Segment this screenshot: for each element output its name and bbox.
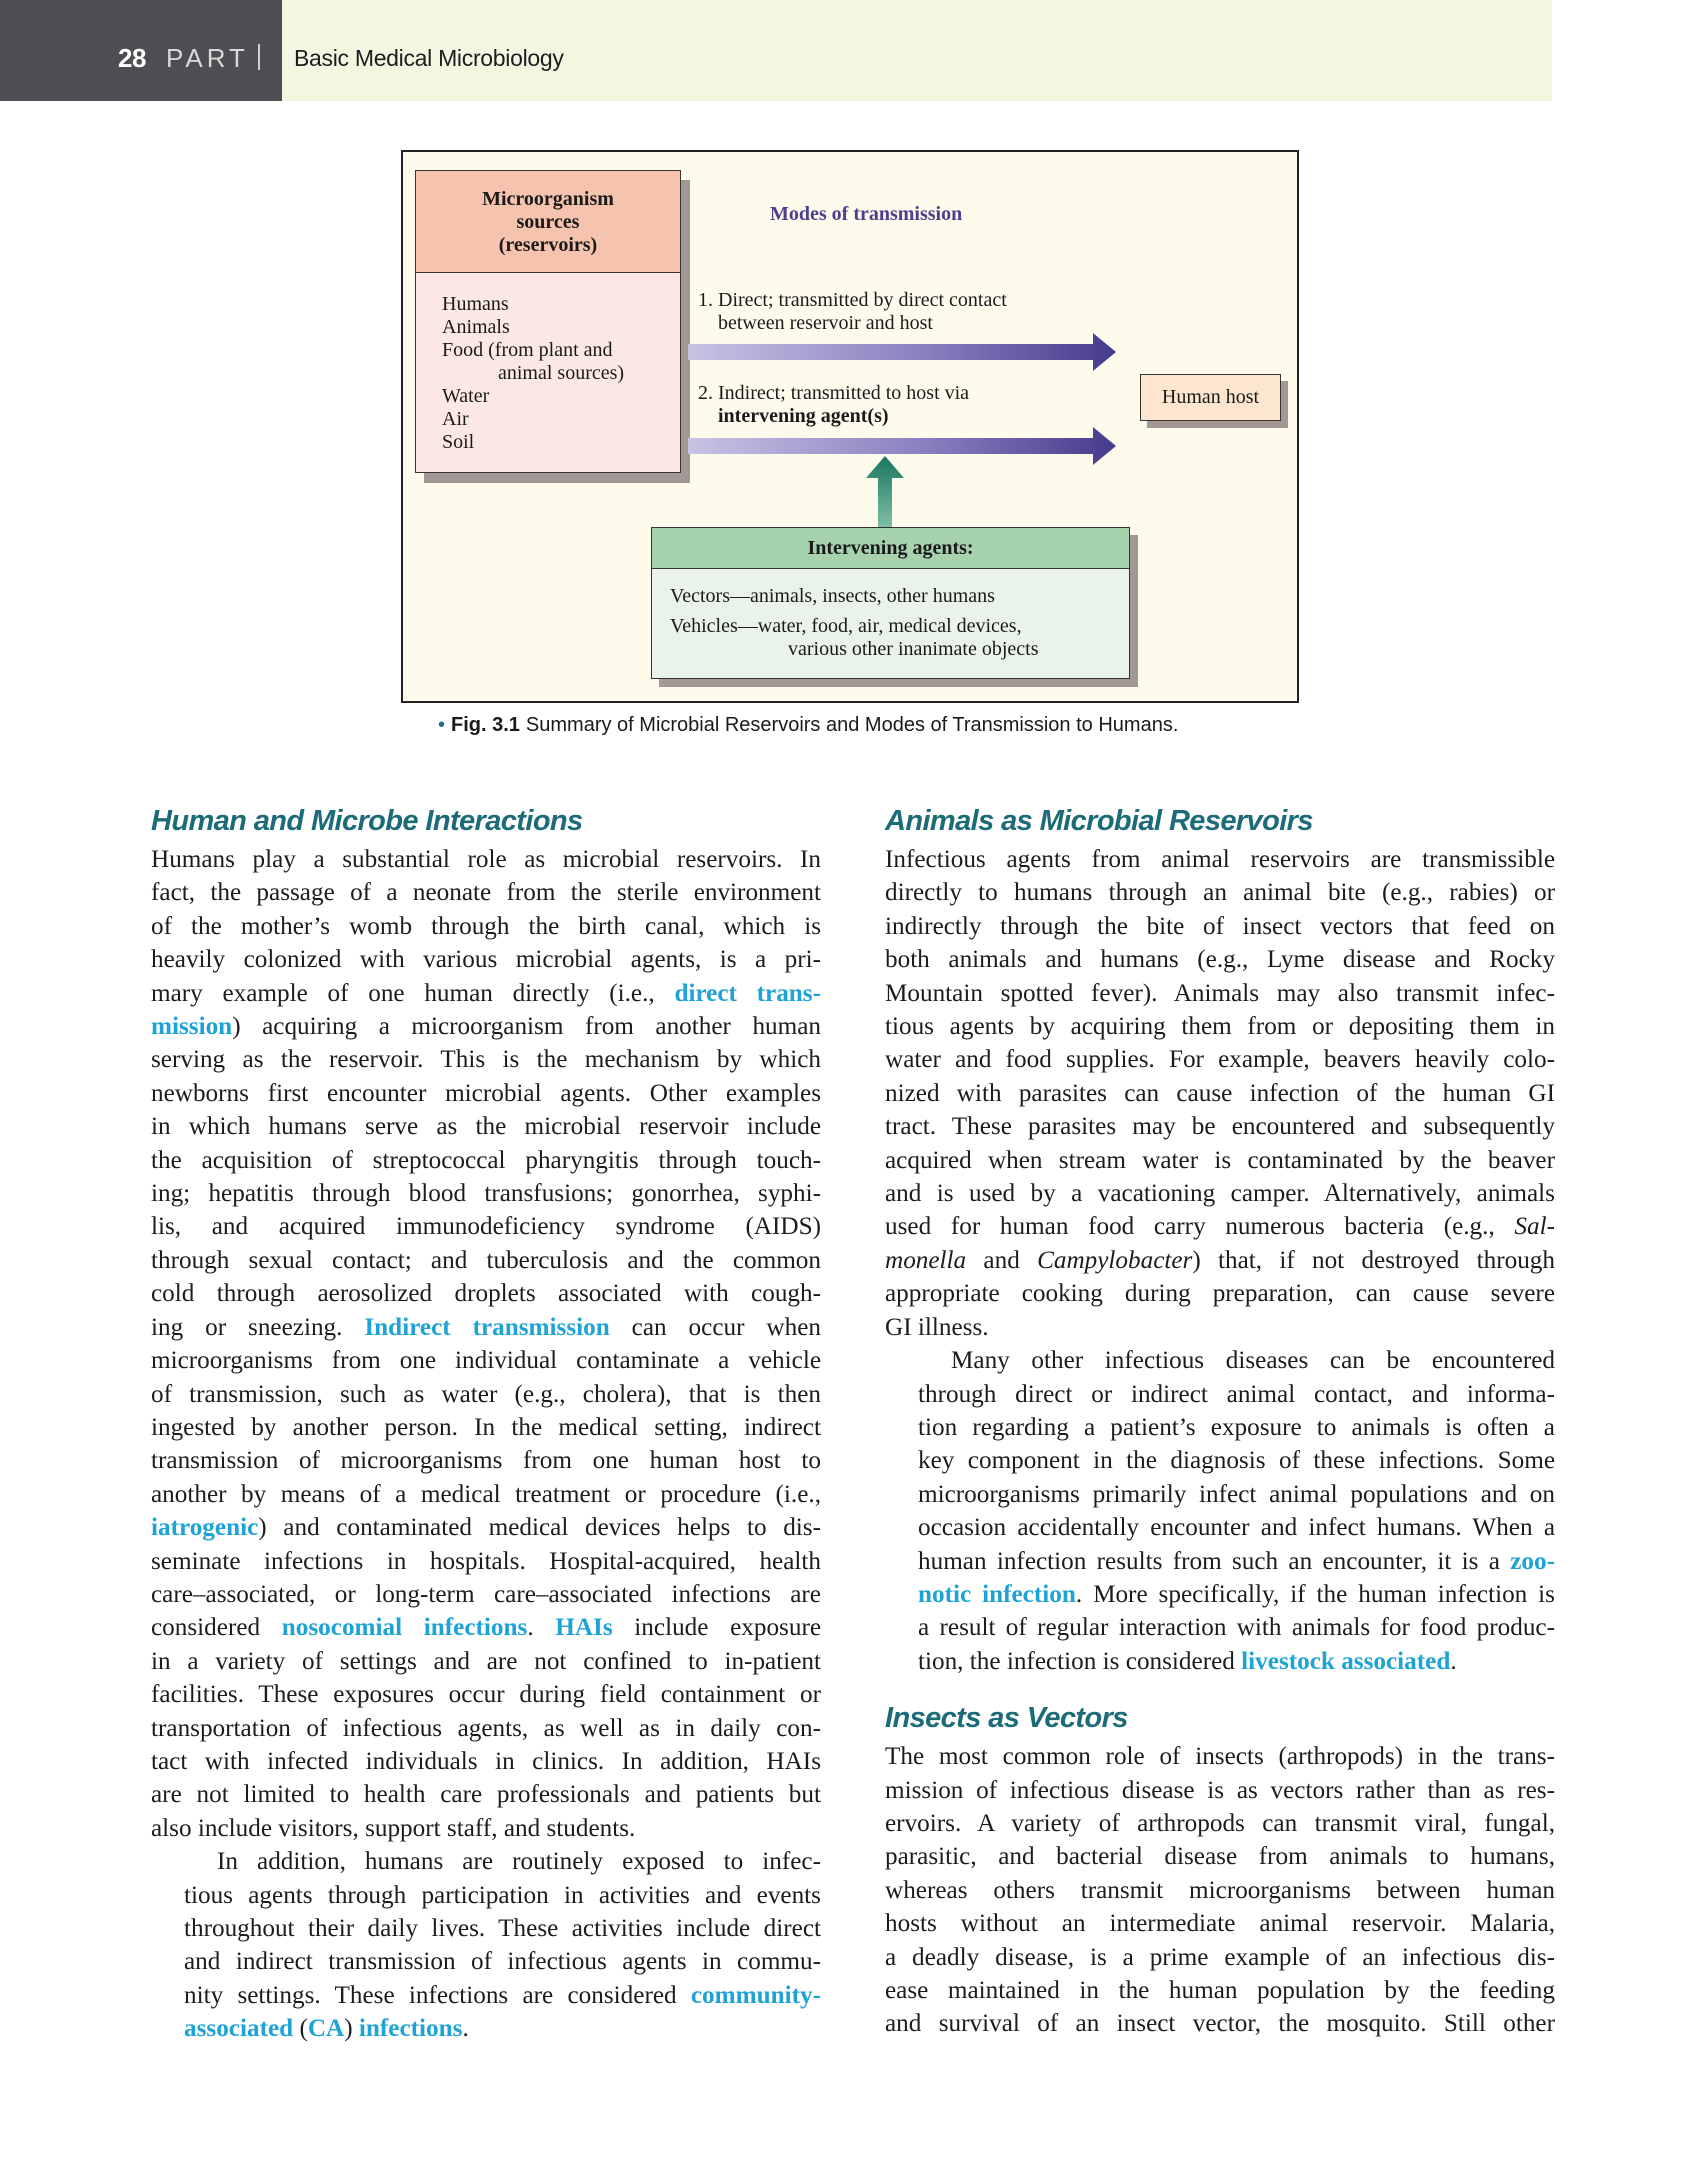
text-line: nized with parasites can cause infection of the human GI [885, 1079, 1555, 1107]
section-heading-human-microbe: Human and Microbe Interactions [151, 805, 583, 837]
text-line: nity settings. These infections are considered community- [184, 1981, 821, 2009]
text-line: the acquisition of streptococcal pharyngitis through touch- [151, 1146, 821, 1174]
paragraph [885, 1344, 1555, 1678]
key-term: livestock associated [1241, 1647, 1451, 1675]
text-line: parasitic, and bacterial disease from animals to humans, [885, 1843, 1555, 1871]
key-term: direct trans- [674, 979, 821, 1007]
text-line: mary example of one human directly (i.e., direct trans- [151, 979, 821, 1007]
left-column [151, 803, 821, 2046]
text-line: Infectious agents from animal reservoirs are transmissible [885, 846, 1555, 873]
source-item: Air [442, 408, 469, 430]
source-item: Soil [442, 431, 475, 453]
text-line: care–associated, or long-term care–associated infections are [151, 1580, 821, 1608]
text-line: seminate infections in hospitals. Hospital-acquired, health [151, 1547, 821, 1575]
text-line: facilities. These exposures occur during field containment or [151, 1681, 821, 1709]
text-line: throughout their daily lives. These activities include direct [184, 1915, 821, 1942]
right-column [885, 803, 1555, 2041]
text-line: tious agents through participation in activities and events [184, 1881, 821, 1909]
text-line: tact with infected individuals in clinics. In addition, HAIs [151, 1747, 821, 1775]
sources-box-header [416, 171, 680, 273]
source-item: Humans [442, 293, 509, 315]
intervening-agents-up-arrow [866, 456, 904, 528]
section-heading-insects: Insects as Vectors [885, 1702, 1128, 1735]
text-line: occasion accidentally encounter and infect humans. When a [918, 1514, 1555, 1542]
text-line: serving as the reservoir. This is the mechanism by which [151, 1046, 821, 1074]
text-line: used for human food carry numerous bacteria (e.g., Sal- [885, 1213, 1555, 1241]
text-line: mission) acquiring a microorganism from another human [151, 1013, 821, 1041]
text-line: The most common role of insects (arthropods) in the trans- [885, 1743, 1555, 1771]
intervening-agents-box [651, 527, 1130, 679]
human-host-box: Human host [1140, 374, 1281, 421]
text-line: also include visitors, support staff, and students. [151, 1814, 636, 1842]
text-line: iatrogenic) and contaminated medical devices helps to dis- [151, 1514, 821, 1542]
agents-list [652, 569, 1129, 661]
text-line: tious agents by acquiring them from or depositing them in [885, 1013, 1555, 1041]
text-line: monella and Campylobacter) that, if not destroyed through [885, 1246, 1555, 1274]
key-term: CA [307, 2015, 345, 2043]
text-line: and survival of an insect vector, the mosquito. Still other [885, 2010, 1555, 2038]
mode-direct-line2: between reservoir and host [718, 312, 933, 334]
text-line: considered nosocomial infections. HAIs include exposure [151, 1614, 822, 1642]
italic-term: Campylobacter [1037, 1246, 1193, 1274]
text-line: of transmission, such as water (e.g., cholera), that is then [151, 1380, 821, 1408]
text-line: tion, the infection is considered livestock associated. [918, 1647, 1457, 1675]
sources-title-line: Microorganism [482, 188, 614, 210]
arrow-shape [688, 333, 1116, 371]
text-line: notic infection. More specifically, if the human infection is [918, 1580, 1555, 1608]
vectors-item: Vectors—animals, insects, other humans [670, 585, 995, 607]
source-item: Food (from plant and [442, 339, 613, 361]
text-line: appropriate cooking during preparation, can cause severe [885, 1280, 1555, 1308]
text-line: are not limited to health care professionals and patients but [151, 1781, 821, 1809]
text-line: both animals and humans (e.g., Lyme disease and Rocky [885, 946, 1555, 974]
sources-box [415, 170, 681, 473]
part-label: PART [166, 43, 249, 73]
sources-title-line: (reservoirs) [498, 234, 598, 256]
text-line: whereas others transmit microorganisms between human [885, 1876, 1555, 1904]
text-line: Many other infectious diseases can be encountered [951, 1347, 1555, 1375]
text-line: ingested by another person. In the medical setting, indirect [151, 1413, 821, 1441]
text-line: lis, and acquired immunodeficiency syndrome (AIDS) [151, 1213, 821, 1241]
text-line: of the mother’s womb through the birth canal, which is [151, 912, 821, 940]
source-item: Animals [442, 316, 510, 338]
text-line: fact, the passage of a neonate from the sterile environment [151, 879, 821, 907]
text-line: key component in the diagnosis of these infections. Some [918, 1447, 1555, 1475]
italic-term: Sal- [1514, 1213, 1555, 1241]
mode-indirect-line1: 2. Indirect; transmitted to host via [698, 382, 970, 404]
text-line: in which humans serve as the microbial reservoir include [151, 1113, 821, 1141]
text-line: a result of regular interaction with animals for food produc- [918, 1614, 1555, 1642]
sources-list [416, 273, 680, 454]
text-line: another by means of a medical treatment or procedure (i.e., [151, 1480, 821, 1508]
key-term: community- [690, 1981, 821, 2009]
text-line: Mountain spotted fever). Animals may also transmit infec- [885, 979, 1555, 1007]
text-line: hosts without an intermediate animal reservoir. Malaria, [885, 1910, 1555, 1938]
text-line: water and food supplies. For example, beavers heavily colo- [885, 1046, 1555, 1074]
text-line: heavily colonized with various microbial agents, is a pri- [151, 946, 821, 974]
text-line: GI illness. [885, 1313, 989, 1341]
text-line: associated (CA) infections. [184, 2015, 469, 2043]
figure-label: Fig. 3.1 [451, 714, 520, 736]
text-line: through direct or indirect animal contact, and informa- [918, 1380, 1555, 1408]
paragraph [885, 843, 1555, 1344]
text-line: transportation of infectious agents, as well as in daily con- [151, 1714, 821, 1742]
text-line: in a variety of settings and are not confined to in-patient [151, 1647, 821, 1675]
arrow-shape [866, 456, 904, 528]
vehicles-item-continued: various other inanimate objects [788, 638, 1039, 660]
book-section-title: Basic Medical Microbiology [294, 45, 564, 71]
source-item-continued: animal sources) [498, 362, 625, 384]
section-heading-animals: Animals as Microbial Reservoirs [885, 805, 1313, 837]
sources-title-line: sources [516, 211, 580, 233]
mode-direct-line1: 1. Direct; transmitted by direct contact [698, 289, 1007, 311]
modes-of-transmission-title: Modes of transmission [770, 203, 963, 225]
key-term: zoo- [1510, 1547, 1555, 1575]
key-term: HAIs [555, 1614, 613, 1642]
vehicles-item: Vehicles—water, food, air, medical devices, [670, 615, 1022, 637]
text-line: microorganisms primarily infect animal populations and on [918, 1480, 1555, 1508]
key-term: mission [151, 1013, 233, 1041]
italic-term: monella [885, 1246, 967, 1274]
text-line: transmission of microorganisms from one human host to [151, 1447, 821, 1475]
text-line: cold through aerosolized droplets associated with cough- [151, 1280, 821, 1308]
text-line: human infection results from such an encounter, it is a zoo- [918, 1547, 1555, 1575]
text-line: tract. These parasites may be encountered and subsequently [885, 1113, 1555, 1141]
text-line: ervoirs. A variety of arthropods can transmit viral, fungal, [885, 1809, 1555, 1837]
text-line: In addition, humans are routinely exposed to infec- [217, 1848, 821, 1876]
key-term: iatrogenic [151, 1514, 259, 1542]
key-term: notic infection [918, 1580, 1076, 1608]
mode-indirect-line2: intervening agent(s) [718, 405, 889, 427]
key-term: Indirect transmission [364, 1313, 610, 1341]
text-line: microorganisms from one individual contaminate a vehicle [151, 1347, 821, 1375]
paragraph [151, 843, 821, 1845]
key-term: associated [184, 2015, 294, 2043]
part-separator [258, 44, 260, 70]
paragraph [885, 1740, 1555, 2041]
text-line: acquired when stream water is contaminated by the beaver [885, 1146, 1555, 1174]
text-line: ease maintained in the human population by the feeding [885, 1977, 1555, 2004]
key-term: nosocomial infections [281, 1614, 528, 1642]
text-line: through sexual contact; and tuberculosis and the common [151, 1246, 821, 1274]
text-line: indirectly through the bite of insect vectors that feed on [885, 912, 1555, 940]
text-line: ing or sneezing. Indirect transmission can occur when [151, 1313, 821, 1341]
caption-bullet: • [438, 714, 446, 736]
key-term: infections [358, 2015, 463, 2043]
text-line: directly to humans through an animal bite (e.g., rabies) or [885, 879, 1555, 907]
agents-box-header: Intervening agents: [652, 528, 1129, 569]
page-number: 28 [118, 43, 146, 73]
text-line: and indirect transmission of infectious agents in commu- [184, 1948, 821, 1976]
text-line: ing; hepatitis through blood transfusions; gonorrhea, syphi- [151, 1180, 821, 1208]
text-line: Humans play a substantial role as microbial reservoirs. In [151, 846, 821, 873]
mode-indirect-text [698, 382, 969, 428]
figure-caption [438, 714, 1178, 737]
source-item: Water [442, 385, 490, 407]
mode-direct-text [698, 289, 1007, 335]
text-line: mission of infectious disease is as vectors rather than as res- [885, 1776, 1555, 1804]
text-line: and is used by a vacationing camper. Alternatively, animals [885, 1180, 1555, 1208]
caption-text: Summary of Microbial Reservoirs and Modes of Transmission to Humans. [525, 714, 1179, 736]
text-line: newborns first encounter microbial agents. Other examples [151, 1079, 821, 1107]
text-line: a deadly disease, is a prime example of an infectious dis- [885, 1943, 1555, 1971]
text-line: tion regarding a patient’s exposure to animals is often a [918, 1413, 1555, 1441]
paragraph [151, 1845, 821, 2045]
direct-transmission-arrow [688, 332, 1118, 372]
